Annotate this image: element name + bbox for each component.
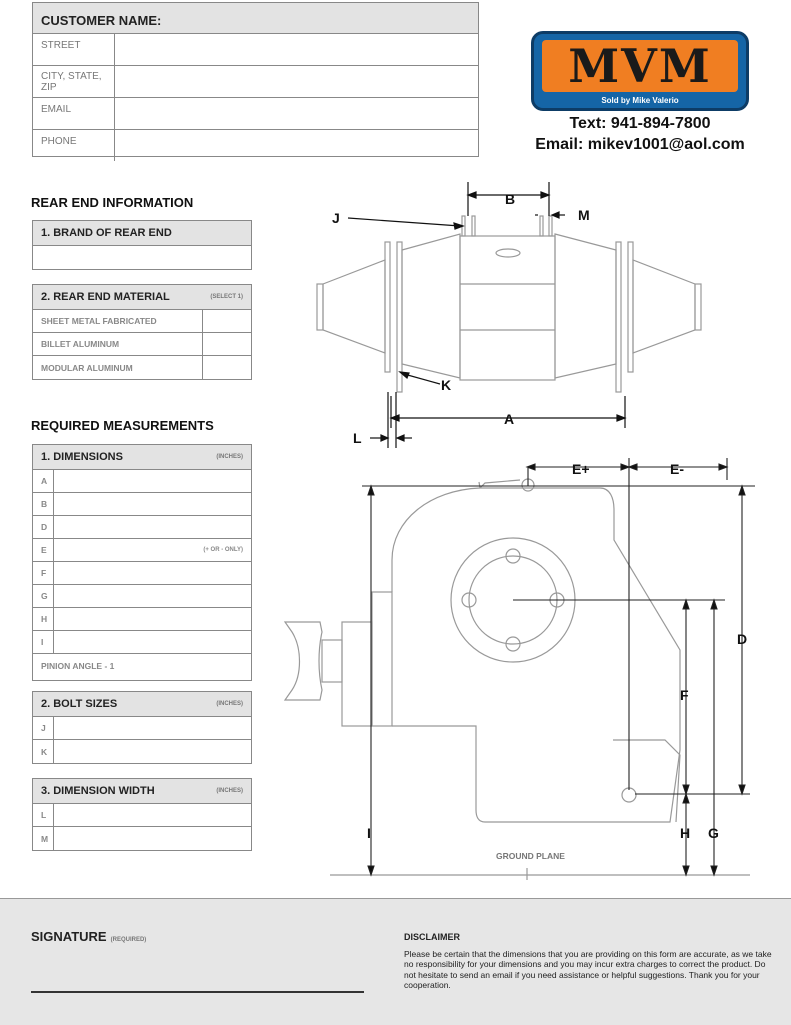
bolt-sizes-note: (INCHES) bbox=[216, 701, 243, 707]
material-label: MODULAR ALUMINUM bbox=[33, 356, 203, 379]
dimension-letter: E bbox=[33, 539, 54, 561]
material-label: SHEET METAL FABRICATED bbox=[33, 310, 203, 332]
phone-field[interactable] bbox=[115, 130, 478, 161]
width-row bbox=[33, 827, 251, 850]
phone-row bbox=[33, 130, 478, 161]
email-field[interactable] bbox=[115, 98, 478, 129]
label-a: A bbox=[504, 411, 515, 427]
phone-label: PHONE bbox=[33, 130, 115, 161]
label-j: J bbox=[332, 210, 340, 226]
bolt-row bbox=[33, 740, 251, 763]
material-table bbox=[32, 284, 252, 380]
contact-phone: Text: 941-894-7800 bbox=[569, 115, 711, 132]
bolt-sizes-header bbox=[33, 692, 251, 717]
pinion-angle-label: PINION ANGLE - 1 bbox=[41, 660, 115, 671]
label-b: B bbox=[505, 191, 516, 207]
signature-line[interactable] bbox=[31, 991, 364, 993]
dimension-letter: I bbox=[33, 631, 54, 653]
bolt-letter: K bbox=[33, 740, 54, 763]
mvm-logo bbox=[531, 31, 749, 111]
material-select-box[interactable] bbox=[203, 310, 251, 332]
width-row bbox=[33, 804, 251, 827]
customer-info-box bbox=[32, 2, 479, 157]
label-h: H bbox=[680, 825, 691, 841]
disclaimer-text: Please be certain that the dimensions that you are providing on this form are accurate, as we take no responsibility for your dimensions and you may incur extra charges to correct the product. Do not hesitate to send an email if you need assistance or helpful suggestions. Thank you for your cooperation. bbox=[404, 949, 772, 991]
dimension-letter: H bbox=[33, 608, 54, 630]
bolt-sizes-title: 2. BOLT SIZES bbox=[41, 698, 118, 710]
dimension-note: (+ OR - ONLY) bbox=[203, 547, 243, 553]
bolt-row bbox=[33, 717, 251, 740]
dimension-width-header bbox=[33, 779, 251, 804]
contact-email: Email: mikev1001@aol.com bbox=[535, 136, 745, 153]
side-housing-outline bbox=[285, 479, 750, 880]
label-l: L bbox=[353, 430, 362, 446]
rear-end-section-title: REAR END INFORMATION bbox=[31, 195, 194, 210]
dimension-width-note: (INCHES) bbox=[216, 788, 243, 794]
material-row bbox=[33, 356, 251, 379]
email-row bbox=[33, 98, 478, 130]
dimension-letter: B bbox=[33, 493, 54, 515]
dimension-field[interactable] bbox=[54, 547, 251, 553]
dimension-row bbox=[33, 470, 251, 493]
dimensions-table bbox=[32, 444, 252, 681]
street-row bbox=[33, 34, 478, 66]
dimensions-table-header bbox=[33, 445, 251, 470]
dimension-letter: F bbox=[33, 562, 54, 584]
logo-plate bbox=[542, 40, 738, 92]
customer-name-field[interactable]: CUSTOMER NAME: bbox=[33, 3, 478, 34]
material-row bbox=[33, 333, 251, 356]
label-d: D bbox=[737, 631, 748, 647]
material-table-header bbox=[33, 285, 251, 310]
dimension-row bbox=[33, 493, 251, 516]
label-i: I bbox=[367, 825, 371, 841]
dimension-letter: D bbox=[33, 516, 54, 538]
measurements-section-title: REQUIRED MEASUREMENTS bbox=[31, 418, 214, 433]
brand-table-header bbox=[33, 221, 251, 246]
label-e-plus: E+ bbox=[572, 461, 590, 477]
label-e-minus: E- bbox=[670, 461, 684, 477]
bolt-sizes-table bbox=[32, 691, 252, 764]
city-state-zip-label: CITY, STATE, ZIP bbox=[33, 66, 115, 97]
city-state-zip-field[interactable] bbox=[115, 66, 478, 97]
dimensions-table-title: 1. DIMENSIONS bbox=[41, 451, 123, 463]
pinion-angle-row[interactable] bbox=[33, 654, 251, 677]
logo-subtitle: Sold by Mike Valerio bbox=[601, 96, 679, 105]
dimension-row bbox=[33, 516, 251, 539]
dimension-letter: G bbox=[33, 585, 54, 607]
side-view-dimensions bbox=[362, 458, 755, 875]
material-row bbox=[33, 310, 251, 333]
material-select-box[interactable] bbox=[203, 333, 251, 355]
label-g: G bbox=[708, 825, 719, 841]
width-letter: L bbox=[33, 804, 54, 826]
material-select-box[interactable] bbox=[203, 356, 251, 379]
rear-end-side-view-diagram bbox=[280, 450, 760, 880]
dimension-width-table bbox=[32, 778, 252, 851]
brand-field[interactable] bbox=[33, 246, 251, 269]
city-row bbox=[33, 66, 478, 98]
material-table-title: 2. REAR END MATERIAL bbox=[41, 291, 170, 303]
bolt-letter: J bbox=[33, 717, 54, 739]
street-label: STREET bbox=[33, 34, 115, 65]
email-label: EMAIL bbox=[33, 98, 115, 129]
dimension-row bbox=[33, 539, 251, 562]
ground-plane-label: GROUND PLANE bbox=[496, 851, 565, 861]
disclaimer-title: DISCLAIMER bbox=[404, 932, 460, 942]
street-field[interactable] bbox=[115, 34, 478, 65]
dimensions-table-note: (INCHES) bbox=[216, 454, 243, 460]
material-table-note: (SELECT 1) bbox=[210, 294, 243, 300]
logo-text: MVM bbox=[568, 39, 712, 93]
dimension-row bbox=[33, 562, 251, 585]
housing-outline bbox=[317, 216, 701, 392]
dimension-row bbox=[33, 631, 251, 654]
material-label: BILLET ALUMINUM bbox=[33, 333, 203, 355]
dimension-width-title: 3. DIMENSION WIDTH bbox=[41, 785, 155, 797]
signature-heading bbox=[31, 929, 146, 944]
rear-end-top-view-diagram bbox=[300, 178, 720, 453]
signature-title: SIGNATURE bbox=[31, 929, 107, 944]
dimension-letter: A bbox=[33, 470, 54, 492]
label-k: K bbox=[441, 377, 452, 393]
brand-table-title: 1. BRAND OF REAR END bbox=[41, 227, 172, 239]
width-letter: M bbox=[33, 827, 54, 850]
dimension-row bbox=[33, 608, 251, 631]
label-f: F bbox=[680, 687, 689, 703]
dimension-row bbox=[33, 585, 251, 608]
label-m: M bbox=[578, 207, 590, 223]
signature-required-note: (REQUIRED) bbox=[110, 937, 147, 943]
brand-table bbox=[32, 220, 252, 270]
